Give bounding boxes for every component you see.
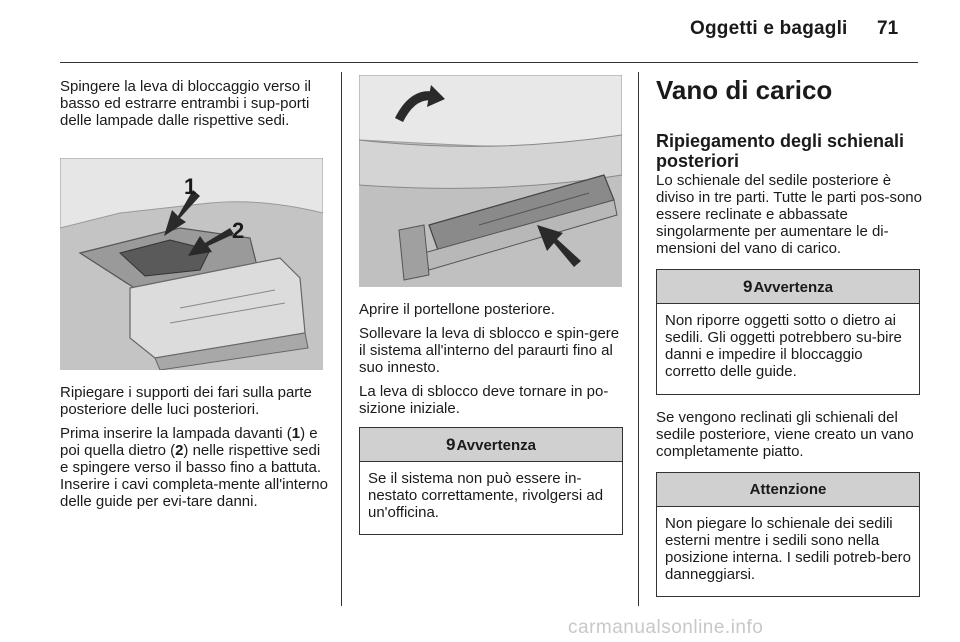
- watermark: carmanualsonline.info: [568, 617, 764, 638]
- bumper-figure: [359, 75, 622, 287]
- warning-box-header: [657, 270, 919, 304]
- col2-paragraph-1: Aprire il portellone posteriore.: [359, 301, 555, 318]
- warning-text: Se il sistema non può essere in-nestato correttamente, rivolgersi ad un'officina.: [368, 470, 604, 521]
- warning-title: Avvertenza: [456, 437, 536, 454]
- col2-paragraph-2: Sollevare la leva di sblocco e spin-gere il sistema all'interno del paraurti fino al suo innesto.: [359, 325, 620, 376]
- col2-paragraph-3: La leva di sblocco deve tornare in po-sizione iniziale.: [359, 383, 609, 417]
- figure-label-1: 1: [184, 174, 197, 199]
- column-2: [359, 301, 625, 424]
- column-1: [60, 78, 328, 136]
- column-divider-2: [638, 72, 639, 606]
- warning-title: Avvertenza: [753, 279, 833, 296]
- header-divider: [60, 62, 918, 63]
- header-title: Oggetti e bagagli: [690, 18, 848, 39]
- col3-warning-box: [656, 269, 920, 395]
- warning-icon: 9: [446, 435, 456, 454]
- column-3: [656, 75, 924, 264]
- column-3-middle: [656, 409, 924, 467]
- bumper-illustration: [359, 75, 622, 287]
- page-number: 71: [877, 18, 899, 39]
- col1-intro-paragraph: Spingere la leva di bloccaggio verso il basso ed estrarre entrambi i sup-porti delle lampade dalle rispettive sedi.: [60, 78, 311, 129]
- warning-icon: 9: [743, 277, 753, 296]
- col2-warning-box: [359, 427, 623, 535]
- warning-box-header: [360, 428, 622, 462]
- lamp-holder-figure: [60, 158, 323, 370]
- caution-text: Non piegare lo schienale dei sedili esterni mentre i sedili sono nella posizione interna. I sedili potreb-bero danneggiarsi.: [665, 515, 911, 583]
- caution-box-header: Attenzione: [657, 473, 919, 507]
- col1-paragraph-1: Ripiegare i supporti dei fari sulla parte posteriore delle luci posteriori.: [60, 384, 312, 418]
- column-divider-1: [341, 72, 342, 606]
- col1-paragraph-2: Prima inserire la lampada davanti (1) e poi quella dietro (2) nelle rispettive sedi e spingere verso il basso fino a battuta. Inserire i cavi completa-mente all'interno delle guide per evi-tare danni.: [60, 425, 328, 510]
- section-subheading: Ripiegamento degli schienali posteriori: [656, 131, 905, 171]
- col3-paragraph-2: Se vengono reclinati gli schienali del sedile posteriore, viene creato un vano completamente piatto.: [656, 409, 914, 460]
- column-1-lower: [60, 384, 330, 517]
- figure-label-2: 2: [232, 218, 245, 243]
- warning-text: Non riporre oggetti sotto o dietro ai sedili. Gli oggetti potrebbero su-bire danni e impedire il bloccaggio corretto delle guide.: [665, 312, 902, 380]
- section-heading: Vano di carico: [656, 75, 833, 105]
- col3-paragraph-1: Lo schienale del sedile posteriore è diviso in tre parti. Tutte le parti pos-sono essere reclinate e abbassate singolarmente per aumentare le di-mensioni del vano di carico.: [656, 172, 922, 257]
- lamp-holder-illustration: [60, 158, 323, 370]
- col3-caution-box: [656, 472, 920, 597]
